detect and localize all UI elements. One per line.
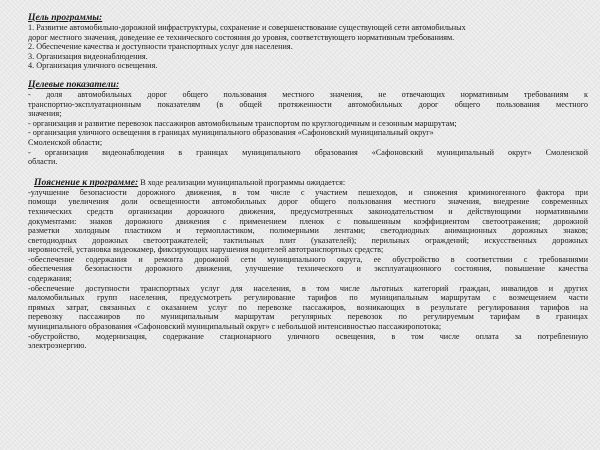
targets-line: транспортно-эксплуатационным показателям (в общей протяженности автомобильных дорог общего пользования местного xyxy=(28,99,588,109)
explanation-line: неровностей, установка видеокамер, фиксирующих нарушения водителей автотранспортных средств; xyxy=(28,245,384,255)
explanation-line: содержания; xyxy=(28,274,72,284)
goals-line: 2. Обеспечение качества и доступности транспортных услуг для населения. xyxy=(28,42,293,52)
goals-line: 1. Развитие автомобильно-дорожной инфраструктуры, сохранение и совершенствование существующей сети автомобильных xyxy=(28,23,466,32)
goals-line: 3. Организация видеонаблюдения. xyxy=(28,51,148,61)
goals-line: дорог местного значения, доведение ее технического состояния до уровня, соответствующего нормативным требованиям. xyxy=(28,32,455,42)
explanation-line: муниципального образования «Сафоновский муниципальный округ» с небольшой интенсивностью пассажиропотока; xyxy=(28,322,442,332)
goals-line: 4. Организация уличного освещения. xyxy=(28,61,158,71)
explanation-section xyxy=(28,175,588,351)
targets-heading: Целевые показатели: xyxy=(28,78,120,90)
explanation-line: электроэнергию. xyxy=(28,341,87,351)
explanation-line: маломобильных групп населения, предусмотреть регулирование тарифов по муниципальным маршрутам с возмещением части xyxy=(28,293,588,303)
explanation-line: помощи увеличения доли освещенности автомобильных дорог общего пользования местного значения, внедрение современных xyxy=(28,197,588,207)
explanation-heading: Пояснение к программе: xyxy=(34,176,139,188)
explanation-line: -обеспечение доступности транспортных услуг для населения, в том числе льготных категорий граждан, инвалидов и других xyxy=(28,283,588,293)
targets-line: - доля автомобильных дорог общего пользования местного значения, не отвечающих нормативным требованиям к xyxy=(28,89,588,99)
explanation-line: -обустройство, модернизация, содержание стационарного уличного освещения, в том числе оплата за потребленную xyxy=(28,331,588,341)
explanation-line: светодиодных дорожных светоотражателей; тактильных плит (указателей); перильных ограждений; искусственных дорожных xyxy=(28,235,588,245)
explanation-line: прямых затрат, связанных с оказанием услуг по перевозке пассажиров, возникающих в результате регулирования тарифов на xyxy=(28,302,588,312)
explanation-intro: В ходе реализации муниципальной программы ожидается: xyxy=(138,177,346,187)
targets-line: - организация видеонаблюдения в границах муниципального образования «Сафоновский муниципальный округ» Смоленской xyxy=(28,147,588,157)
explanation-line: разметки холодным пластиком и термопластиком, полимерными лентами; светодиодных анимационных дорожных знаков; xyxy=(28,226,588,236)
explanation-line: -улучшение безопасности дорожного движения, в том числе с участием пешеходов, и снижения криминогенного фактора при xyxy=(28,187,588,197)
section-spacer xyxy=(28,167,588,175)
explanation-line: перевозку пассажиров по муниципальным маршрутам регулярных перевозок по регулируемым тарифам в границах xyxy=(28,312,588,322)
targets-line: - организация и развитие перевозок пассажиров автомобильным транспортом по круглогодичным и сезонным маршрутам; xyxy=(28,118,457,128)
goals-heading: Цель программы: xyxy=(28,12,103,23)
explanation-head xyxy=(28,175,588,188)
explanation-line: обеспечения безопасности дорожного движения, улучшение технического и эксплуатационного состояния, повышение качества xyxy=(28,264,588,274)
targets-section xyxy=(28,79,588,167)
targets-line: области. xyxy=(28,157,58,167)
explanation-line: -обеспечение содержания и ремонта дорожной сети муниципального округа, ее обустройство в соответствии с требованиями xyxy=(28,254,588,264)
goals-section xyxy=(28,12,588,71)
targets-line: - организация уличного освещения в границах муниципального образования «Сафоновский муниципальный округ» xyxy=(28,128,434,138)
section-spacer xyxy=(28,71,588,79)
document-page xyxy=(28,12,588,444)
targets-line: Смоленской области; xyxy=(28,137,103,147)
explanation-line: документами: знаков дорожного движения с применением пленок с повышенным коэффициентом светоотражения; дорожной xyxy=(28,216,588,226)
targets-line: значения; xyxy=(28,109,62,119)
explanation-line: технических средств организации дорожного движения, предусмотренных законодательством и действующими нормативными xyxy=(28,206,588,216)
